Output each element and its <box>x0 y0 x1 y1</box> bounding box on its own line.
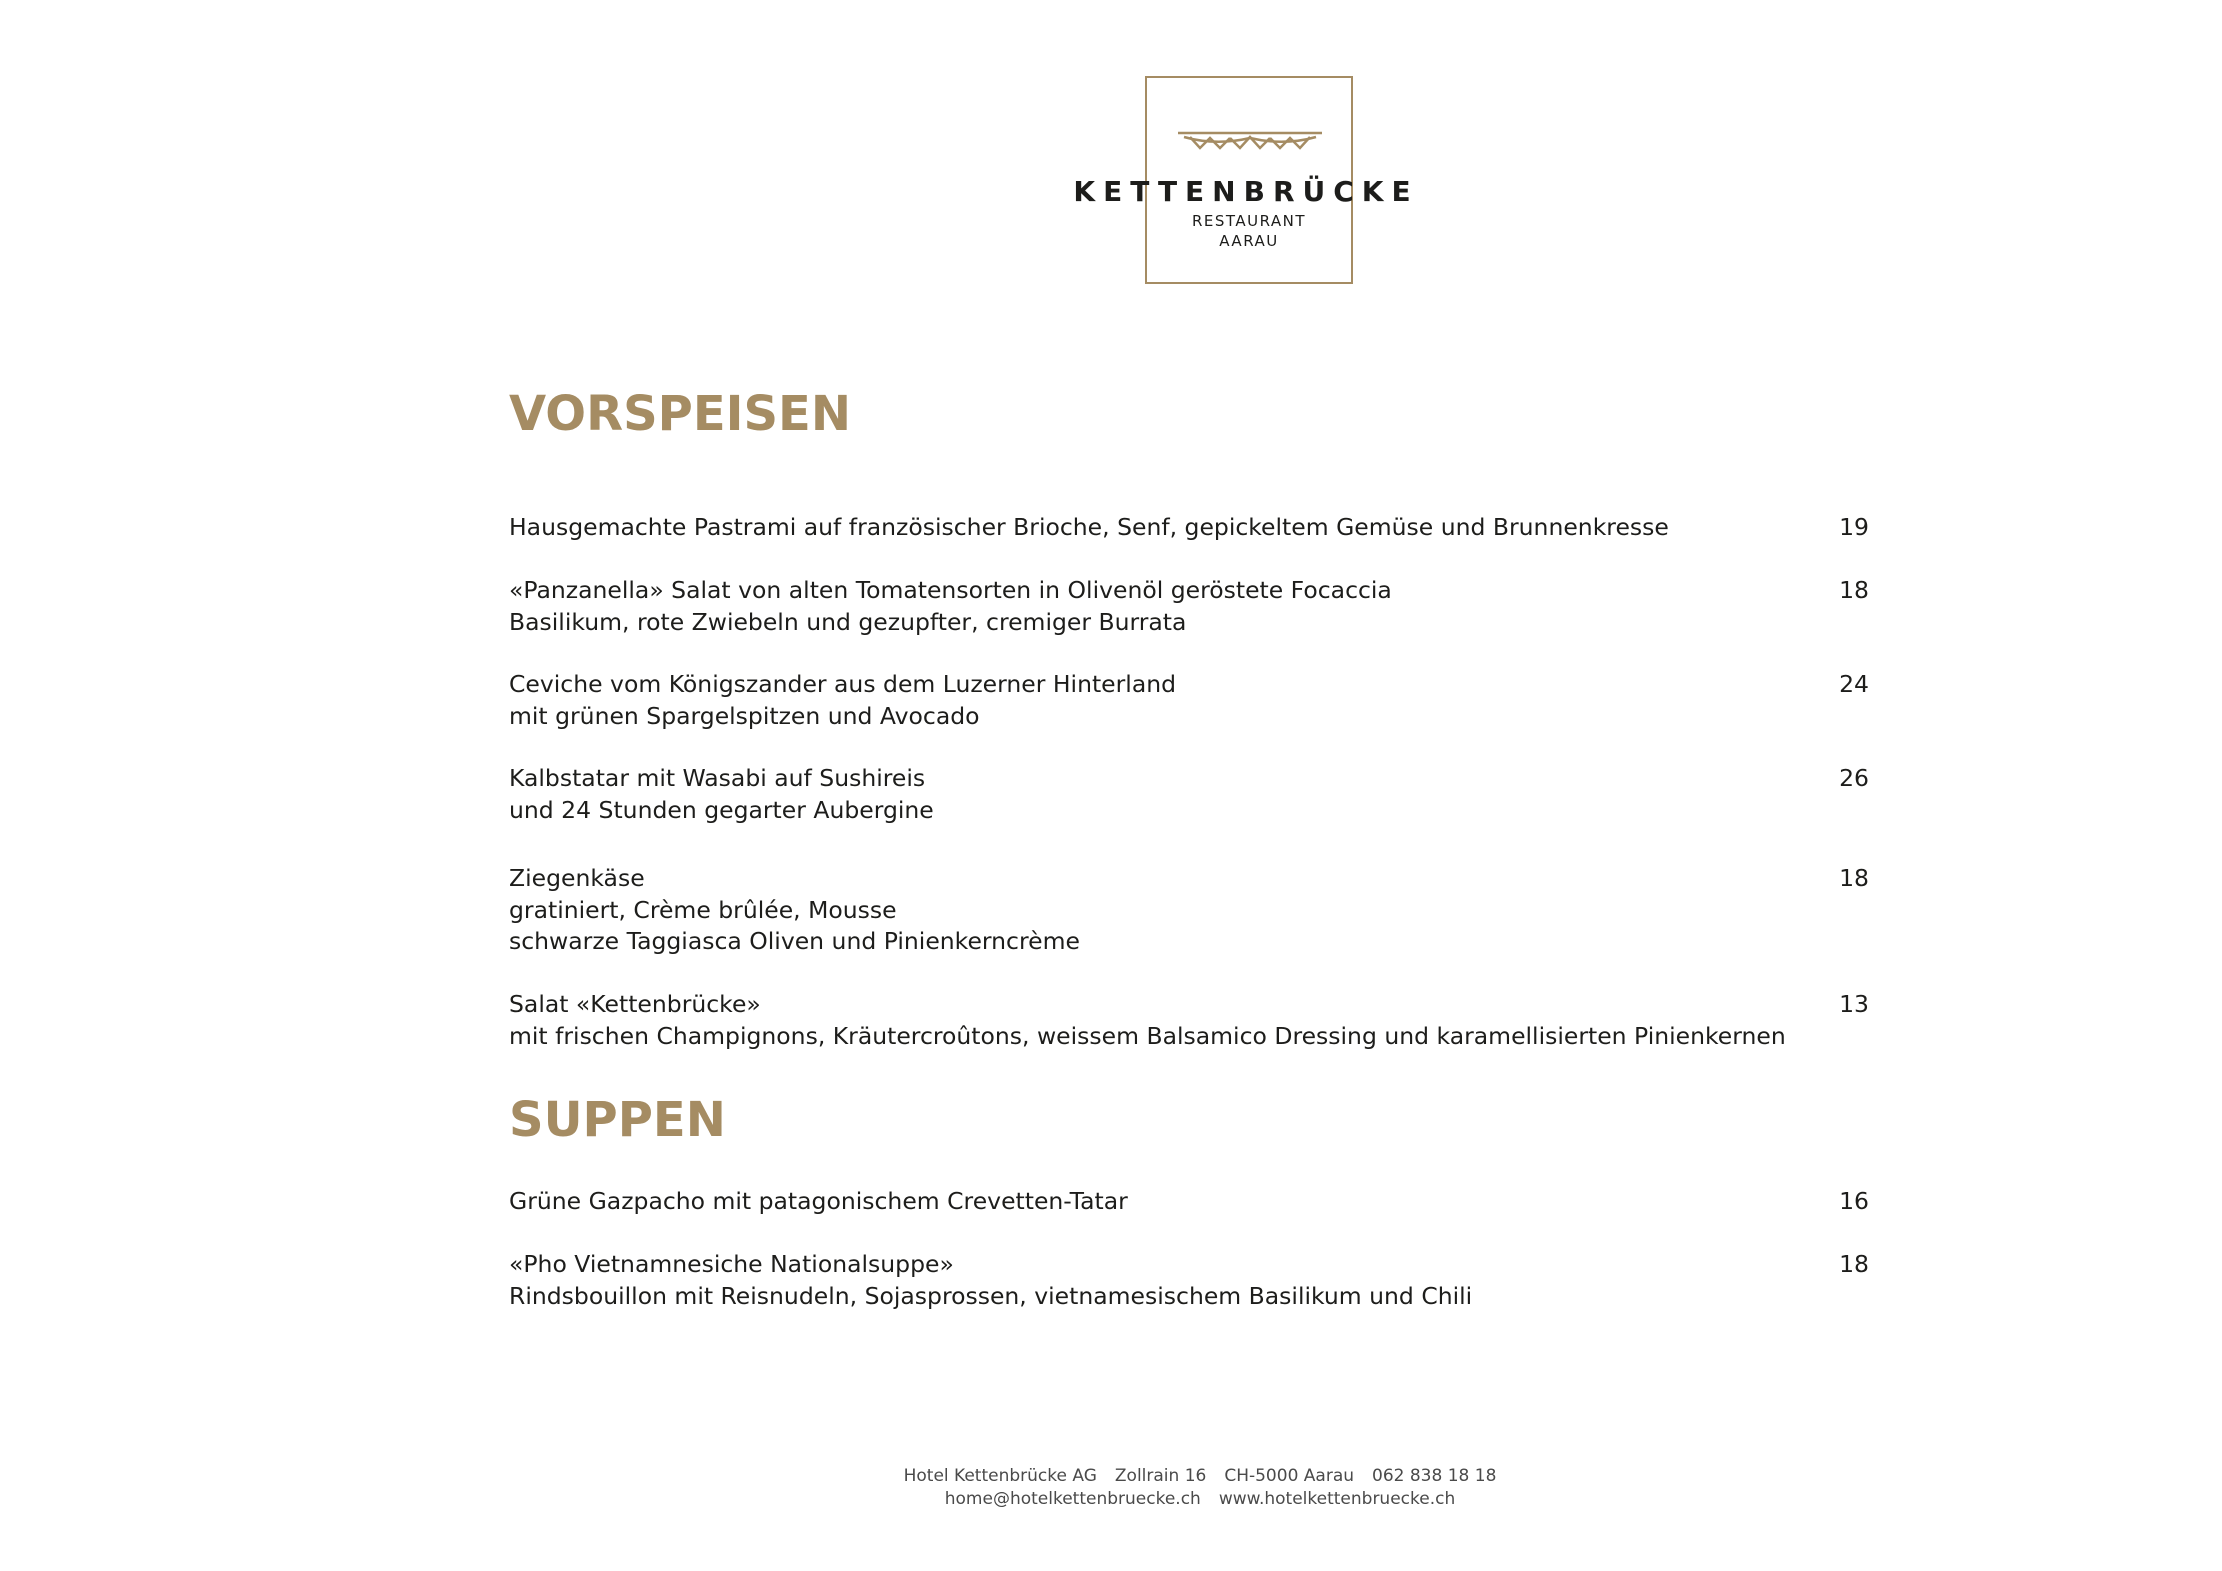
menu-item-price: 26 <box>1839 764 1869 792</box>
footer-contact <box>700 1488 1700 1510</box>
menu-item-line: Ziegenkäse <box>509 864 645 892</box>
menu-item-description <box>509 763 1869 826</box>
menu-item <box>509 1249 1869 1312</box>
footer-phone: 062 838 18 18 <box>1372 1466 1497 1486</box>
menu-item-line: mit frischen Champignons, Kräutercroûtons, weissem Balsamico Dressing und karamellisierten Pinienkernen <box>509 1021 1786 1050</box>
bridge-logo-icon <box>1176 130 1324 156</box>
section-title-vorspeisen: VORSPEISEN <box>509 386 851 442</box>
menu-item <box>509 763 1869 826</box>
menu-item-price: 19 <box>1839 513 1869 541</box>
menu-item-price: 18 <box>1839 576 1869 604</box>
menu-item-line: Rindsbouillon mit Reisnudeln, Sojasprossen, vietnamesischem Basilikum und Chili <box>509 1281 1473 1310</box>
menu-item-price: 24 <box>1839 670 1869 698</box>
footer-company: Hotel Kettenbrücke AG <box>903 1466 1097 1486</box>
section-title-suppen: SUPPEN <box>509 1092 726 1148</box>
menu-item-price: 13 <box>1839 990 1869 1018</box>
logo-subtitle-city: AARAU <box>1219 232 1279 250</box>
menu-item-description <box>509 575 1869 638</box>
menu-item-line: mit grünen Spargelspitzen und Avocado <box>509 701 980 730</box>
menu-item <box>509 512 1869 544</box>
logo-subtitle-restaurant: RESTAURANT <box>1191 212 1307 230</box>
menu-item-description <box>509 1249 1869 1312</box>
menu-item-price: 18 <box>1839 1250 1869 1278</box>
footer-address <box>700 1465 1700 1487</box>
menu-item-line: Kalbstatar mit Wasabi auf Sushireis <box>509 764 926 792</box>
menu-item-line: Basilikum, rote Zwiebeln und gezupfter, cremiger Burrata <box>509 607 1187 636</box>
menu-item-description <box>509 669 1869 732</box>
menu-item-description <box>509 863 1869 958</box>
menu-item-line: Ceviche vom Königszander aus dem Luzerner Hinterland <box>509 670 1177 698</box>
footer-street: Zollrain 16 <box>1114 1466 1207 1486</box>
menu-item-price: 16 <box>1839 1187 1869 1215</box>
menu-item <box>509 863 1869 958</box>
menu-item <box>509 575 1869 638</box>
footer-city: CH-5000 Aarau <box>1224 1466 1355 1486</box>
menu-item-description <box>509 512 1869 544</box>
menu-item-line: Hausgemachte Pastrami auf französischer Brioche, Senf, gepickeltem Gemüse und Brunnenkresse <box>509 513 1669 541</box>
menu-item-line: schwarze Taggiasca Oliven und Pinienkerncrème <box>509 927 1080 955</box>
menu-item-line: und 24 Stunden gegarter Aubergine <box>509 795 934 824</box>
menu-item-line: gratiniert, Crème brûlée, Mousse <box>509 895 897 924</box>
menu-item-line: «Panzanella» Salat von alten Tomatensorten in Olivenöl geröstete Focaccia <box>509 576 1392 604</box>
menu-item <box>509 1186 1869 1218</box>
footer-email-link[interactable]: home@hotelkettenbruecke.ch <box>944 1489 1201 1509</box>
logo-brand-name: KETTENBRÜCKE <box>1073 175 1419 208</box>
menu-item-line: «Pho Vietnamnesiche Nationalsuppe» <box>509 1250 954 1278</box>
menu-item-description <box>509 989 1869 1052</box>
menu-item-price: 18 <box>1839 864 1869 892</box>
menu-item-line: Grüne Gazpacho mit patagonischem Crevetten-Tatar <box>509 1187 1128 1215</box>
menu-item <box>509 669 1869 732</box>
menu-item <box>509 989 1869 1052</box>
menu-item-description <box>509 1186 1869 1218</box>
footer-website-link[interactable]: www.hotelkettenbruecke.ch <box>1218 1489 1456 1509</box>
menu-item-line: Salat «Kettenbrücke» <box>509 990 761 1018</box>
